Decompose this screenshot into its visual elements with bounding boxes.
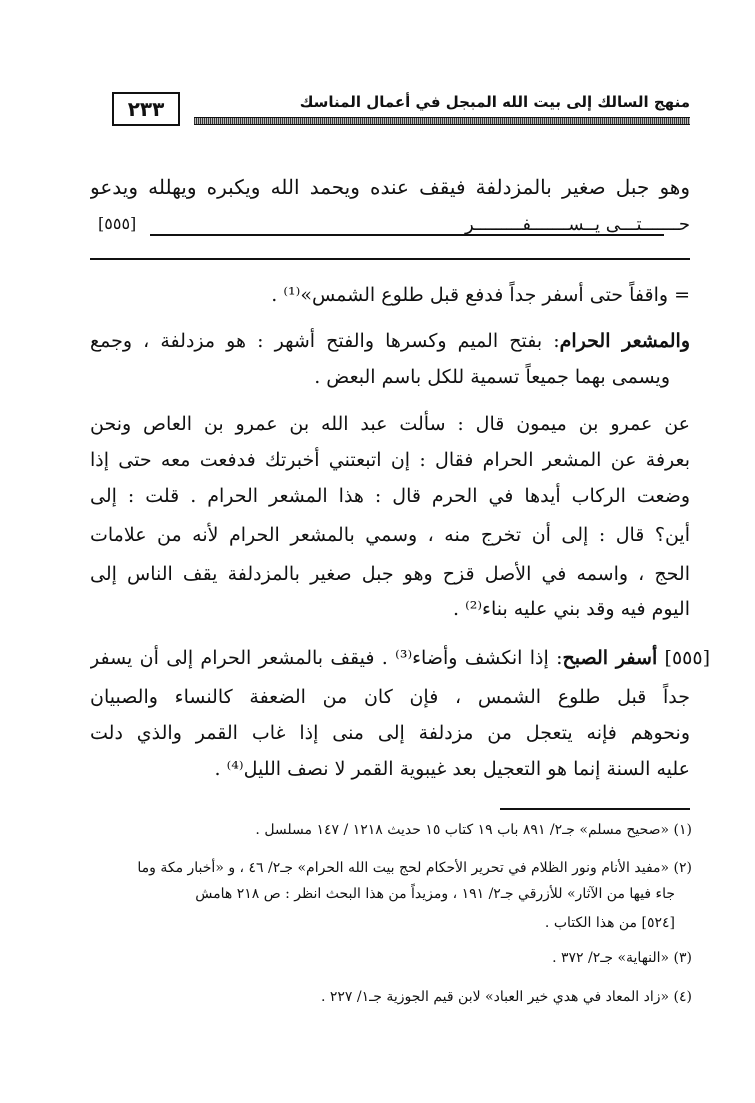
running-header [98, 86, 690, 130]
header-title: منهج السالك إلى بيت الله المبجل في أعمال المناسك [299, 93, 690, 111]
footnote-continuation: جاء فيها من الآثار» للأزرقي جـ٢/ ١٩١ ، ومزيداً من هذا البحث انظر : ص ٢١٨ هامش [195, 886, 675, 902]
body-line: بعرفة عن المشعر الحرام فقال : إن اتبعتني أخبرتك فدفعت معه حتى إذا [90, 449, 690, 471]
footnote: (٣) «النهاية» جـ٢/ ٣٧٢ . [552, 950, 692, 966]
stretched-word-tatweel [150, 234, 664, 236]
footnote: (١) «صحيح مسلم» جـ٢/ ٨٩١ باب ١٩ كتاب ١٥ حديث ١٢١٨ / ١٤٧ مسلسل . [255, 822, 692, 838]
body-line: ونحوهم فإنه يتعجل من مزدلفة إلى منى إذا غاب القمر والذي دلت [90, 722, 690, 744]
lead-term: أسفر الصبح [562, 647, 658, 669]
stretched-word-line [90, 214, 690, 244]
body-line: والمشعر الحرام: بفتح الميم وكسرها والفتح أشهر : هو مزدلفة ، وجمع [90, 330, 690, 352]
footnote: (٤) «زاد المعاد في هدي خير العباد» لابن قيم الجوزية جـ١/ ٢٢٧ . [320, 989, 692, 1005]
reference-number: [٥٥٥] [98, 214, 137, 233]
body-line: الحج ، واسمه في الأصل قزح وهو جبل صغير بالمزدلفة يقف الناس إلى [90, 563, 690, 585]
header-rule [194, 117, 690, 125]
top-text-line: وهو جبل صغير بالمزدلفة فيقف عنده ويحمد الله ويكبره ويهلله ويدعو [90, 175, 690, 199]
lead-term: والمشعر الحرام [559, 330, 690, 352]
body-line: ويسمى بهما جميعاً تسمية للكل باسم البعض . [314, 366, 670, 388]
body-line: [٥٥٥] أسفر الصبح: إذا انكشف وأضاء⁽³⁾ . فيقف بالمشعر الحرام إلى أن يسفر [90, 647, 710, 669]
stretched-word: حـــــــتـــى يــســـــــفـــــــــر [464, 214, 690, 235]
body-line: اليوم فيه وقد بني عليه بناء⁽²⁾ . [452, 598, 690, 620]
body-line: أين؟ قال : إلى أن تخرج منه ، وسمي بالمشعر الحرام لأنه من علامات [90, 524, 690, 546]
footnote: (٢) «مفيد الأنام ونور الظلام في تحرير الأحكام لحج بيت الله الحرام» جـ٢/ ٤٦ ، و «أخبار مكة وما [137, 860, 692, 876]
body-line: عليه السنة إنما هو التعجيل بعد غيبوية القمر لا نصف الليل⁽⁴⁾ . [214, 758, 690, 780]
body-line: وضعت الركاب أيدها في الحرم قال : هذا المشعر الحرام . قلت : إلى [90, 485, 690, 507]
footnote-separator [500, 808, 690, 810]
footnote-continuation: [٥٢٤] من هذا الكتاب . [544, 915, 675, 931]
body-line: = واقفاً حتى أسفر جداً فدفع قبل طلوع الشمس»⁽¹⁾ . [271, 284, 690, 306]
body-line: جداً قبل طلوع الشمس ، فإن كان من الضعفة كالنساء والصبيان [90, 686, 690, 708]
section-divider [90, 258, 690, 260]
page-number: ٢٣٣ [112, 92, 180, 126]
body-line: عن عمرو بن ميمون قال : سألت عبد الله بن عمرو بن العاص ونحن [90, 413, 690, 435]
